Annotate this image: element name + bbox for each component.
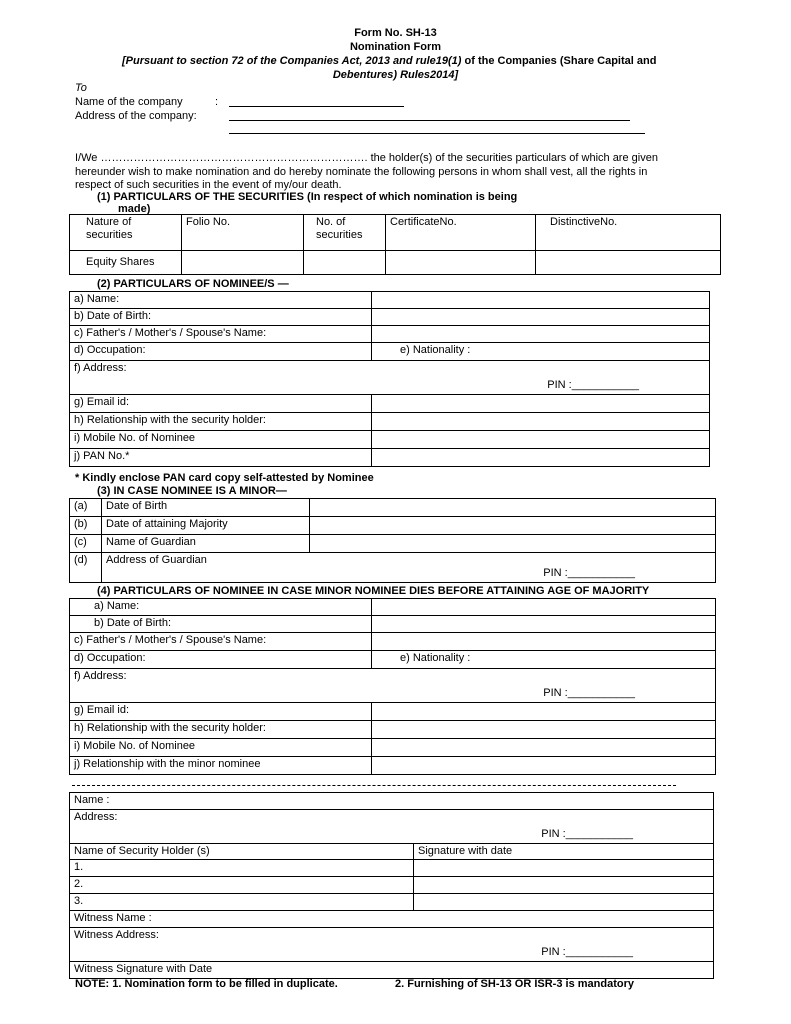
certificate-field[interactable]	[386, 251, 536, 275]
col-folio: Folio No.	[182, 215, 304, 251]
nominee-pin: PIN :___________	[547, 379, 639, 391]
section2-heading: (2) PARTICULARS OF NOMINEE/S —	[97, 278, 289, 290]
col-number: No. of securities	[304, 215, 386, 251]
alt-minor-relationship-label: j) Relationship with the minor nominee	[70, 757, 372, 775]
minor-letter-c: (c)	[70, 535, 102, 553]
holder-address-label: Address:	[74, 811, 118, 823]
alt-name-field[interactable]	[372, 599, 716, 616]
alt-address-label: f) Address:	[74, 670, 127, 682]
nominee-parent-field[interactable]	[372, 326, 710, 343]
pursuant-line-2: Debentures) Rules2014]	[332, 69, 459, 81]
nominee-pan-field[interactable]	[372, 449, 710, 467]
minor-table	[69, 498, 716, 583]
nominee-nationality-label[interactable]: e) Nationality :	[372, 343, 710, 361]
alt-pin: PIN :___________	[543, 687, 635, 699]
holder-signature-3[interactable]	[414, 894, 714, 911]
holder-row-3[interactable]: 3.	[70, 894, 414, 911]
securities-table	[69, 214, 721, 275]
pursuant-bold: [Pursuant to section 72 of the Companies Act, 2013 and rule19(1)	[122, 55, 462, 67]
witness-signature-cell[interactable]	[70, 962, 714, 979]
intro-line-2: hereunder wish to make nomination and do hereby nominate the following persons in whom shall vest, all the rights in	[75, 166, 648, 178]
holder-address-cell[interactable]	[70, 810, 714, 844]
nominee-email-field[interactable]	[372, 395, 710, 413]
alt-relationship-field[interactable]	[372, 721, 716, 739]
minor-guardian-label: Name of Guardian	[102, 535, 310, 553]
form-title: Nomination Form	[349, 41, 442, 53]
alt-minor-relationship-field[interactable]	[372, 757, 716, 775]
company-address-label: Address of the company:	[75, 110, 197, 122]
minor-guardian-address-label: Address of Guardian	[106, 554, 207, 566]
nominee-relationship-field[interactable]	[372, 413, 710, 431]
section1-heading-2: made)	[118, 203, 151, 215]
alt-address-cell[interactable]	[70, 669, 716, 703]
witness-address-cell[interactable]	[70, 928, 714, 962]
holder-table	[69, 792, 714, 979]
alt-email-field[interactable]	[372, 703, 716, 721]
number-field[interactable]	[304, 251, 386, 275]
alt-occupation-label: d) Occupation:	[70, 651, 372, 669]
company-address-field-1[interactable]	[229, 120, 630, 121]
nominee-name-field[interactable]	[372, 292, 710, 309]
holder-col-name: Name of Security Holder (s)	[70, 844, 414, 860]
company-address-field-2[interactable]	[229, 133, 645, 134]
nominee-table	[69, 291, 710, 467]
intro-line-1: I/We ………………………………………………………………. the holder(s) of the securities particulars of which are given	[75, 152, 658, 164]
minor-dob-field[interactable]	[310, 499, 716, 517]
holder-name-cell[interactable]	[70, 793, 714, 810]
alt-mobile-label: i) Mobile No. of Nominee	[70, 739, 372, 757]
alt-relationship-label: h) Relationship with the security holder:	[70, 721, 372, 739]
holder-col-signature: Signature with date	[414, 844, 714, 860]
holder-pin: PIN :___________	[541, 828, 633, 840]
company-name-colon: :	[215, 96, 219, 108]
holder-row-2[interactable]: 2.	[70, 877, 414, 894]
alt-mobile-field[interactable]	[372, 739, 716, 757]
holder-row-1[interactable]: 1.	[70, 860, 414, 877]
alt-parent-label: c) Father's / Mother's / Spouse's Name:	[70, 633, 372, 651]
nominee-mobile-label: i) Mobile No. of Nominee	[70, 431, 372, 449]
folio-field[interactable]	[182, 251, 304, 275]
nominee-email-label: g) Email id:	[70, 395, 372, 413]
footer-note-2: 2. Furnishing of SH-13 OR ISR-3 is mandatory	[395, 978, 634, 990]
col-distinctive: DistinctiveNo.	[536, 215, 721, 251]
nominee-relationship-label: h) Relationship with the security holder:	[70, 413, 372, 431]
company-name-field[interactable]	[229, 106, 404, 107]
minor-letter-b: (b)	[70, 517, 102, 535]
nominee-pan-label: j) PAN No.*	[70, 449, 372, 467]
minor-majority-label: Date of attaining Majority	[102, 517, 310, 535]
holder-name-label: Name :	[74, 794, 110, 806]
holder-signature-2[interactable]	[414, 877, 714, 894]
alt-dob-label: b) Date of Birth:	[70, 616, 372, 633]
witness-signature-label: Witness Signature with Date	[74, 963, 213, 975]
minor-majority-field[interactable]	[310, 517, 716, 535]
alt-name-label: a) Name:	[70, 599, 372, 616]
witness-name-label: Witness Name :	[74, 912, 152, 924]
holder-signature-1[interactable]	[414, 860, 714, 877]
distinctive-field[interactable]	[536, 251, 721, 275]
form-number: Form No. SH-13	[354, 27, 437, 39]
to-label: To	[75, 82, 87, 94]
nominee-occupation-label: d) Occupation:	[70, 343, 372, 361]
alt-email-label: g) Email id:	[70, 703, 372, 721]
pursuant-line	[122, 55, 656, 67]
section4-heading: (4) PARTICULARS OF NOMINEE IN CASE MINOR NOMINEE DIES BEFORE ATTAINING AGE OF MAJORITY	[97, 585, 650, 597]
witness-address-label: Witness Address:	[74, 929, 159, 941]
alt-dob-field[interactable]	[372, 616, 716, 633]
minor-letter-d: (d)	[70, 553, 102, 583]
minor-dob-label: Date of Birth	[102, 499, 310, 517]
nominee-dob-field[interactable]	[372, 309, 710, 326]
pursuant-rest: of the Companies (Share Capital and	[461, 55, 657, 67]
nominee-address-cell[interactable]	[70, 361, 710, 395]
section1-heading: (1) PARTICULARS OF THE SECURITIES (In respect of which nomination is being	[97, 191, 518, 203]
footer-note-1: NOTE: 1. Nomination form to be filled in duplicate.	[75, 978, 338, 990]
minor-letter-a: (a)	[70, 499, 102, 517]
nominee-name-label: a) Name:	[70, 292, 372, 309]
col-certificate: CertificateNo.	[386, 215, 536, 251]
minor-guardian-address-cell[interactable]	[102, 553, 716, 583]
minor-guardian-field[interactable]	[310, 535, 716, 553]
intro-line-3: respect of such securities in the event of my/our death.	[75, 179, 342, 191]
company-name-label: Name of the company	[75, 96, 183, 108]
nominee-dob-label: b) Date of Birth:	[70, 309, 372, 326]
nominee-address-label: f) Address:	[74, 362, 127, 374]
equity-shares-label: Equity Shares	[70, 251, 182, 275]
witness-name-cell[interactable]	[70, 911, 714, 928]
witness-pin: PIN :___________	[541, 946, 633, 958]
nominee-parent-label: c) Father's / Mother's / Spouse's Name:	[70, 326, 372, 343]
alternate-nominee-table	[69, 598, 716, 775]
col-nature: Nature of securities	[70, 215, 182, 251]
pan-note: * Kindly enclose PAN card copy self-attested by Nominee	[75, 472, 374, 484]
separator-line	[72, 785, 676, 786]
section3-heading: (3) IN CASE NOMINEE IS A MINOR—	[97, 485, 287, 497]
nominee-mobile-field[interactable]	[372, 431, 710, 449]
minor-pin: PIN :___________	[543, 567, 635, 579]
alt-parent-field[interactable]	[372, 633, 716, 651]
alt-nationality-label[interactable]: e) Nationality :	[372, 651, 716, 669]
